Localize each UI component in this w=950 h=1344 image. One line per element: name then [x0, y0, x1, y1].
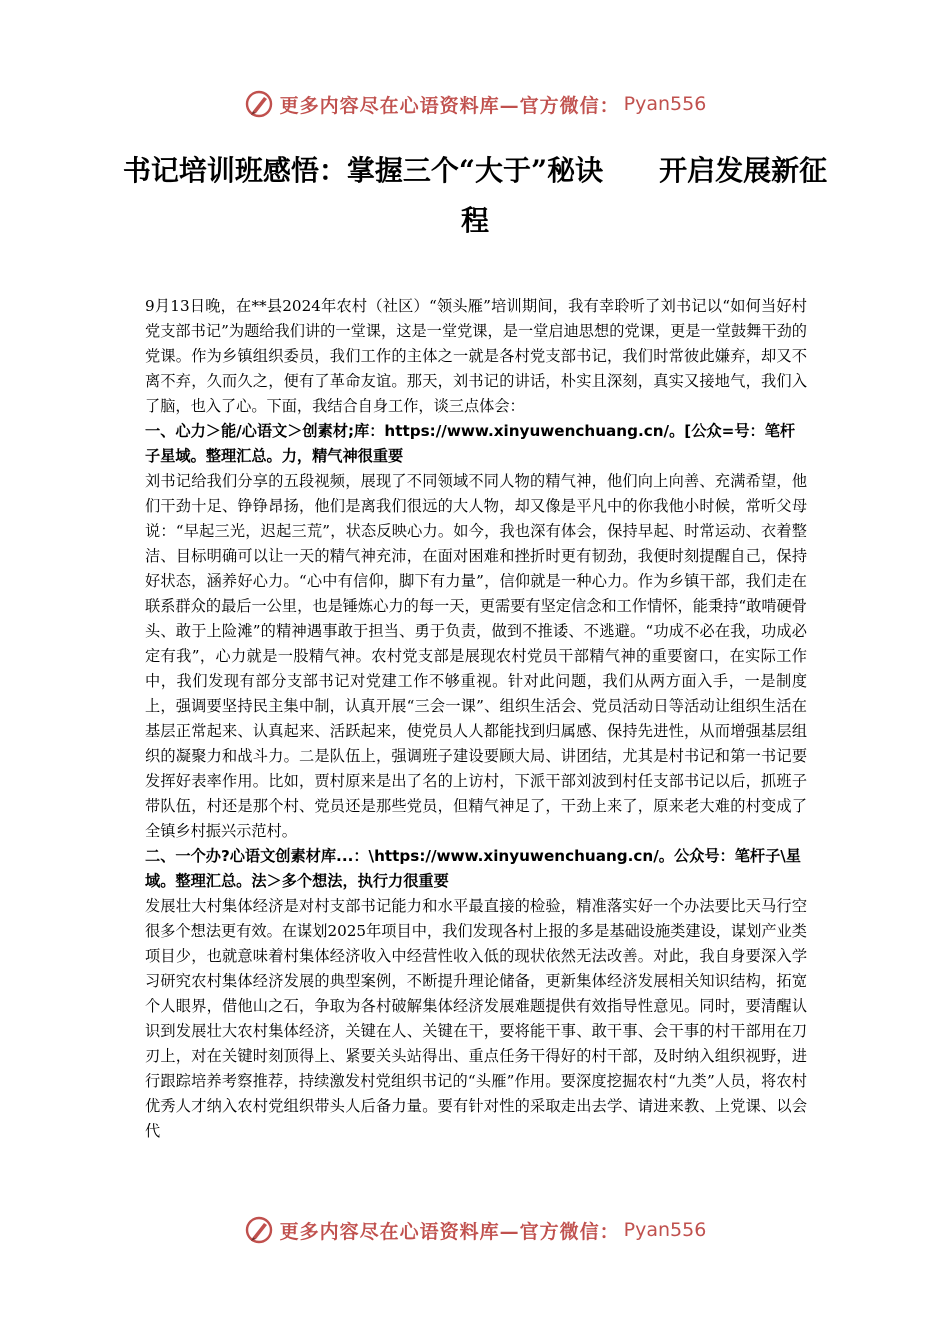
banner-text: 更多内容尽在心语资料库—官方微信：	[279, 1220, 620, 1243]
pen-logo-icon	[244, 89, 274, 119]
footer-watermark-banner	[0, 1212, 950, 1248]
banner-text: 更多内容尽在心语资料库—官方微信：	[279, 94, 620, 117]
document-title: 书记培训班感悟：掌握三个“大于”秘诀 开启发展新征程	[122, 154, 828, 237]
section-heading-1: 一、心力＞能/心语文＞创素材;库：https://www.xinyuwenchuang.cn/。[公众=号：笔杆子星域。整理汇总。力，精气神很重要	[145, 422, 796, 465]
header-watermark-banner	[0, 86, 950, 122]
section-heading-2: 二、一个办?心语文创素材库...：\https://www.xinyuwenchuang.cn/。公众号：笔杆子\星域。整理汇总。法＞多个想法，执行力很重要	[145, 847, 801, 890]
banner-handle: Pyan556	[623, 93, 707, 115]
pen-logo-icon	[244, 1215, 274, 1245]
banner-handle: Pyan556	[623, 1219, 707, 1241]
intro-paragraph: 9月13日晚，在**县2024年农村（社区）“领头雁”培训期间，我有幸聆听了刘书记以“如何当好村党支部书记”为题给我们讲的一堂课，这是一堂党课，是一堂启迪思想的党课，更是一堂鼓舞干劲的党课。作为乡镇组织委员，我们工作的主体之一就是各村党支部书记，我们时常彼此嫌弃，却又不离不弃，久而久之，便有了革命友谊。那天，刘书记的讲话，朴实且深刻，真实又接地气，我们入了脑，也入了心。下面，我结合自身工作，谈三点体会：	[145, 297, 807, 415]
document-body	[145, 294, 807, 1144]
section-paragraph-1: 刘书记给我们分享的五段视频，展现了不同领域不同人物的精气神，他们向上向善、充满希望，他们干劲十足、铮铮昂扬，他们是离我们很远的大人物，却又像是平凡中的你我他小时候，常听父母说：“早起三光，迟起三荒”，状态反映心力。如今，我也深有体会，保持早起、时常运动、衣着整洁、目标明确可以让一天的精气神充沛，在面对困难和挫折时更有韧劲，我便时刻提醒自己，保持好状态，涵养好心力。“心中有信仰，脚下有力量”，信仰就是一种心力。作为乡镇干部，我们走在联系群众的最后一公里，也是锤炼心力的每一天，更需要有坚定信念和工作情怀，能秉持“敢啃硬骨头、敢于上险滩”的精神遇事敢于担当、勇于负责，做到不推诿、不逃避。“功成不必在我，功成必定有我”，心力就是一股精气神。农村党支部是展现农村党员干部精气神的重要窗口，在实际工作中，我们发现有部分支部书记对党建工作不够重视。针对此问题，我们从两方面入手，一是制度上，强调要坚持民主集中制，认真开展“三会一课”、组织生活会、党员活动日等活动让组织生活在基层正常起来、认真起来、活跃起来，使党员人人都能找到归属感、保持先进性，从而增强基层组织的凝聚力和战斗力。二是队伍上，强调班子建设要顾大局、讲团结，尤其是村书记和第一书记要发挥好表率作用。比如，贾村原来是出了名的上访村，下派干部刘波到村任支部书记以后，抓班子带队伍，村还是那个村、党员还是那些党员，但精气神足了，干劲上来了，原来老大难的村变成了全镇乡村振兴示范村。	[145, 472, 807, 840]
section-paragraph-2: 发展壮大村集体经济是对村支部书记能力和水平最直接的检验，精准落实好一个办法要比天马行空很多个想法更有效。在谋划2025年项目中，我们发现各村上报的多是基础设施类建设，谋划产业类项目少，也就意味着村集体经济收入中经营性收入低的现状依然无法改善。对此，我自身要深入学习研究农村集体经济发展的典型案例，不断提升理论储备，更新集体经济发展相关知识结构，拓宽个人眼界，借他山之石，争取为各村破解集体经济发展难题提供有效指导性意见。同时，要清醒认识到发展壮大农村集体经济，关键在人、关键在干，要将能干事、敢干事、会干事的村干部用在刀刃上，对在关键时刻顶得上、紧要关头站得出、重点任务干得好的村干部，及时纳入组织视野，进行跟踪培养考察推荐，持续激发村党组织书记的“头雁”作用。要深度挖掘农村“九类”人员，将农村优秀人才纳入农村党组织带头人后备力量。要有针对性的采取走出去学、请进来教、上党课、以会代	[145, 897, 807, 1140]
